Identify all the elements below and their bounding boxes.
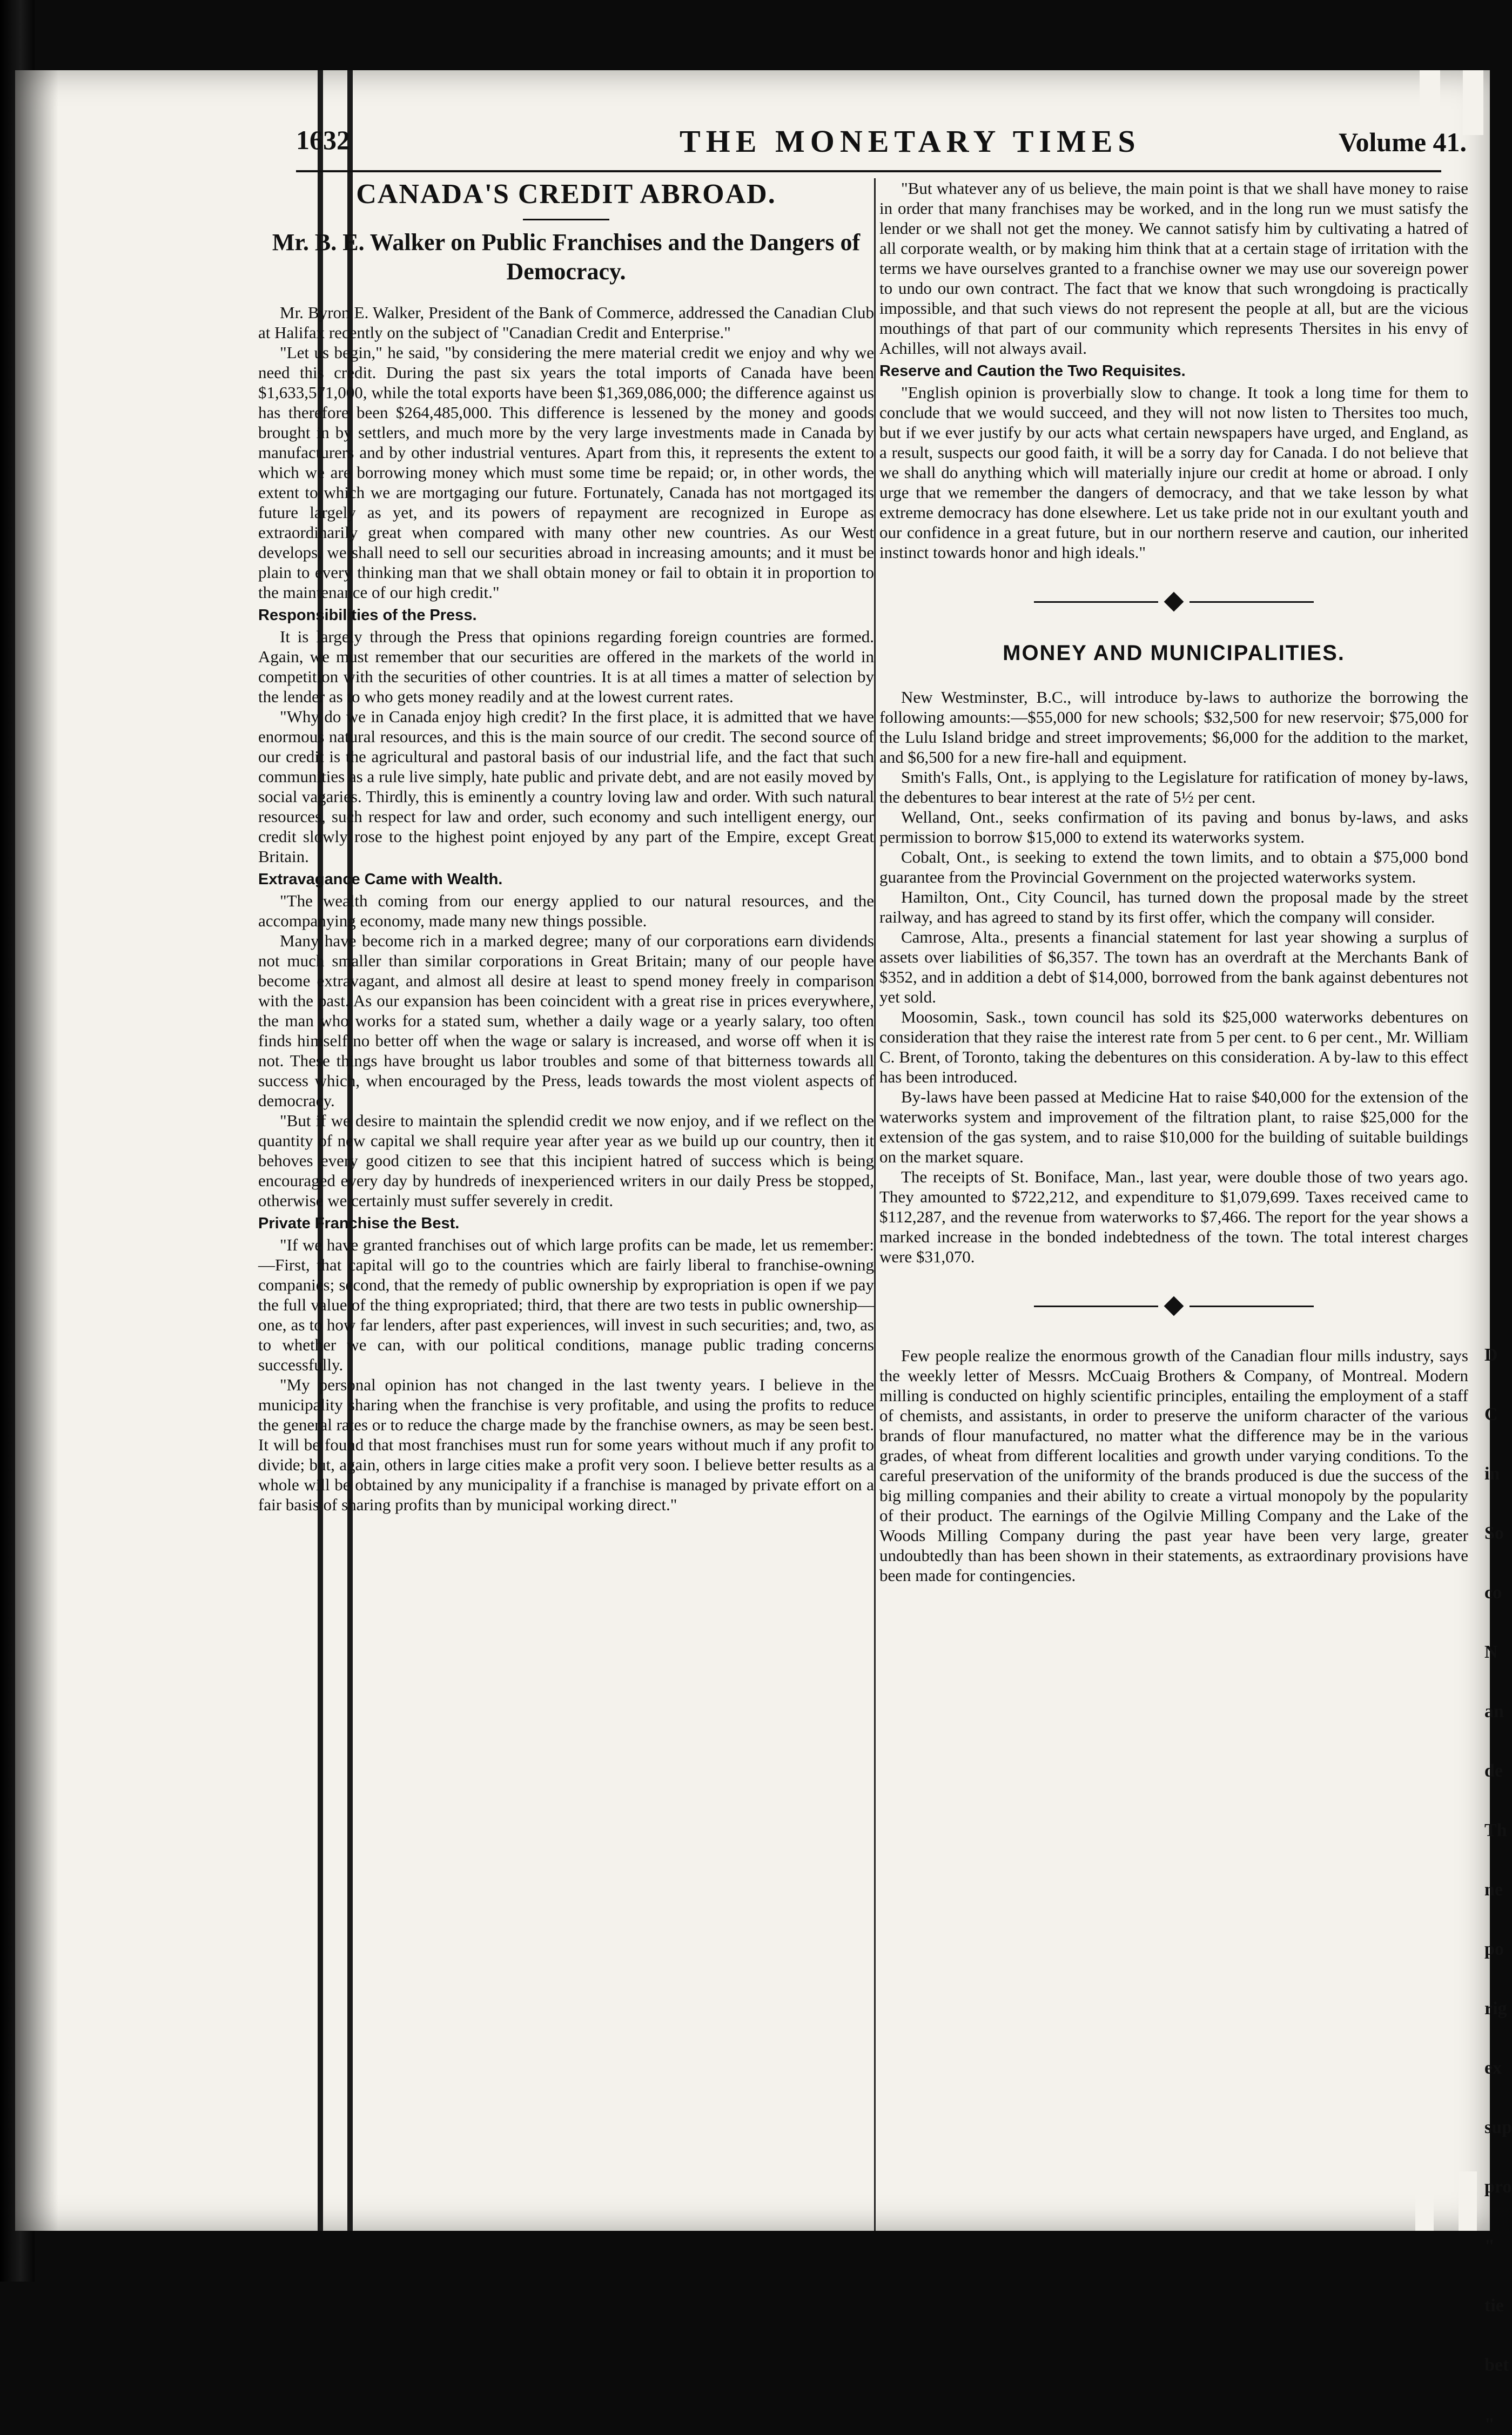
article-title: CANADA'S CREDIT ABROAD. bbox=[356, 179, 776, 210]
flour-paragraph: Few people realize the enormous growth of the Canadian flour mills industry, says the weekly letter of Messrs. McCuaig Brothers & Company, of Montreal. Modern milling is conducted on highly scientific principles, entailing the employment of a staff of chemists, and assistants, in order to preserve the uniform character of the various brands of flour manufactured, no matter what the difference may be in the various grades, of wheat from different localities and growth under varying conditions. To the careful preservation of the uniformity of the brands produced is due the success of the big milling companies and their ability to create a virtual monopoly by the popularity of their product. The earnings of the Ogilvie Milling Company and the Lake of the Woods Milling Company during the past year have been very large, greater undoubtedly than has been shown in their statements, as extraordinary provisions have been made for contingencies. bbox=[879, 1346, 1468, 1585]
edge-fragment: " bbox=[1484, 2236, 1495, 2256]
volume-label: Volume 41. bbox=[1339, 127, 1467, 157]
title-rule bbox=[523, 219, 609, 220]
scan-mark bbox=[1459, 2171, 1477, 2231]
gutter-shadow bbox=[15, 70, 58, 2231]
section-heading: Extravagance Came with Wealth. bbox=[258, 871, 503, 888]
ornament-divider bbox=[879, 1299, 1468, 1313]
news-item: New Westminster, B.C., will introduce by-laws to authorize the borrowing the following amounts:—$55,000 for new schools; $32,500 for new reservoir; $75,000 for the Lulu Island bridge and street improvements; $6,000 for the addition to the market, and $6,500 for a new fire-hall and equipment. bbox=[879, 688, 1468, 766]
edge-fragment: co bbox=[1484, 1583, 1502, 1603]
edge-fragment: tie bbox=[1484, 2296, 1504, 2316]
header-rule bbox=[296, 170, 1441, 172]
scan-mark bbox=[1420, 70, 1440, 135]
news-item: Moosomin, Sask., town council has sold its $25,000 waterworks debentures on consideration that they raise the interest rate from 5 per cent. to 6 per cent., Mr. William C. Brent, of Toronto, taking the debentures on this consideration. A by-law to this effect has been introduced. bbox=[879, 1007, 1468, 1086]
edge-fragment: ex bbox=[1484, 2058, 1502, 2078]
section-heading: Responsibilities of the Press. bbox=[258, 607, 477, 624]
article-paragraph: "But whatever any of us believe, the main point is that we shall have money to raise in order that many franchises may be worked, and in the long run we must satisfy the lender or we shall not get the money. We cannot satisfy him by cultivating a hatred of all corporate wealth, or by making him think that at a certain stage of irritation with the terms we have ourselves granted to a franchise owner we may use our sovereign power to undo our own contract. The fact that we know that such wrongdoing is practically impossible, and that such views do not represent the people at all, but are the vicious mouthings of that part of our community which represents Thersites in his envy of Achilles, will not always avail. bbox=[879, 179, 1468, 358]
municipalities-title: MONEY AND MUNICIPALITIES. bbox=[1003, 641, 1345, 665]
article-paragraph: "The wealth coming from our energy applied to our natural resources, and the accompanying economy, made many new things possible. bbox=[258, 891, 874, 930]
edge-fragment: de bbox=[1484, 1761, 1503, 1781]
article-paragraph: Many have become rich in a marked degree; many of our corporations earn dividends not much smaller than similar corporations in Great Britain; many of our people have become extravagant, and almost all desire at least to spend money freely in comparison with the past. As our expansion has been coincident with a great rise in prices everywhere, the man who works for a stated sum, whether a daily wage or a yearly salary, too often finds himself no better off when the wage or salary is increased, and worse off when it is not. These things have brought us labor troubles and some of that bitterness towards all success which, when encouraged by the Press, leads towards the most violent aspects of democracy. bbox=[258, 931, 874, 1110]
right-column bbox=[879, 178, 1468, 1585]
article-paragraph: It is largely through the Press that opinions regarding foreign countries are formed. Again, we must remember that our securities are offered in the markets of the world in competition with the securities of other countries. It is at all times a matter of selection by the lender as to who gets money readily and at the lowest current rates. bbox=[258, 627, 874, 706]
news-item: Hamilton, Ont., City Council, has turned down the proposal made by the street railway, and has agreed to stand by its first offer, which the company will consider. bbox=[879, 887, 1468, 926]
article-paragraph: "But if we desire to maintain the splendid credit we now enjoy, and if we reflect on the quantity of new capital we shall require year after year as we build up our country, then it behoves every good citizen to see that this incipient hatred of success which is being encouraged every day by hundreds of inexperienced writers in our daily Press be stopped, otherwise we certainly must suffer severely in credit. bbox=[258, 1111, 874, 1210]
news-item: The receipts of St. Boniface, Man., last year, were double those of two years ago. They amounted to $722,212, and expenditure to $1,079,699. Taxes received came to $112,287, and the revenue from waterworks to $7,466. The report for the year shows a marked increase in the bonded indebtedness of the town. The total interest charges were $31,070. bbox=[879, 1167, 1468, 1266]
edge-fragment: an bbox=[1484, 1701, 1504, 1721]
edge-fragment: bet bbox=[1484, 2355, 1509, 2375]
article-paragraph: "Why do we in Canada enjoy high credit? In the first place, it is admitted that we have enormous natural resources, and this is the main source of our credit. The second source of our credit is the agricultural and pastoral basis of our industrial life, and the fact that such communities as a rule live simply, hate public and private debt, and are not easily moved by social vagaries. Thirdly, this is eminently a country loving law and order. With such natural resources, such respect for law and order, such economy and such intelligent energy, our credit slowly rose to the highest point enjoyed by any part of the Empire, except Great Britain. bbox=[258, 707, 874, 866]
edge-fragment: pro bbox=[1484, 2177, 1512, 2197]
edge-fragment: " bbox=[1484, 2414, 1495, 2434]
diamond-icon bbox=[1164, 592, 1184, 612]
left-column bbox=[258, 178, 874, 1515]
edge-fragment: Th bbox=[1484, 1820, 1507, 1840]
publication-title: THE MONETARY TIMES bbox=[680, 124, 1141, 159]
page-number: 1632 bbox=[296, 125, 350, 155]
edge-fragment: C bbox=[1484, 1404, 1498, 1424]
news-item: Camrose, Alta., presents a financial statement for last year showing a surplus of assets over liabilities of $6,357. The town has an overdraft at the Merchants Bank of $352, and in addition a debt of $14,000, borrowed from the bank against debentures not yet sold. bbox=[879, 927, 1468, 1006]
column-divider bbox=[874, 178, 876, 2231]
news-item: Cobalt, Ont., is seeking to extend the town limits, and to obtain a $75,000 bond guarantee from the Provincial Government on the projected waterworks system. bbox=[879, 847, 1468, 886]
article-paragraph: "English opinion is proverbially slow to change. It took a long time for them to conclude that we would succeed, and they will not now listen to Thersites too much, but if we ever justify by our acts what certain newspapers have urged, and England, as a result, suspects our good faith, it will be a sorry day for Canada. I do not believe that we shall do anything which will materially injure our credit at home or abroad. I only urge that we remember the dangers of democracy, and that we take lesson by what extreme democracy has done elsewhere. Let us take pride not in our exultant youth and our confidence in a great future, but in our northern reserve and caution, our inherited instinct towards honor and high ideals." bbox=[879, 383, 1468, 562]
edge-fragment: po bbox=[1484, 1939, 1504, 1959]
edge-fragment: rig bbox=[1484, 1999, 1507, 2019]
news-item: Smith's Falls, Ont., is applying to the Legislature for ratification of money by-laws, the debentures to bear interest at the rate of 5½ per cent. bbox=[879, 768, 1468, 806]
article-subtitle: Mr. B. E. Walker on Public Franchises and the Dangers of Democracy. bbox=[272, 229, 861, 285]
edge-fragment: N bbox=[1484, 1642, 1498, 1662]
article-paragraph: "Let us begin," he said, "by considering the mere material credit we enjoy and why we need this credit. During the past six years the total imports of Canada have been $1,633,571,000, while the total exports have been $1,369,086,000; the difference against us has therefore been $264,485,000. This difference is lessened by the money and goods brought in by settlers, and much more by the very large investments made in Canada by manufacturers and by other industrial ventures. Apart from this, it represents the extent to which we are borrowing money which must some time be repaid; or, in other words, the extent to which we are mortgaging our future. Fortunately, Canada has not mortgaged its future largely as yet, and its powers of repayment are recognized in Europe as extraordinarily great when compared with many other new countries. As our West develops, we shall need to sell our securities abroad in increasing amounts; and it must be plain to every thinking man that we shall obtain money or fail to obtain it in proportion to the maintenance of our high credit." bbox=[258, 343, 874, 602]
newspaper-page bbox=[15, 70, 1512, 2434]
section-heading: Reserve and Caution the Two Requisites. bbox=[879, 362, 1186, 380]
scan-mark bbox=[1415, 2171, 1434, 2231]
edge-fragment: sup bbox=[1484, 2117, 1512, 2137]
scan-mark bbox=[1463, 70, 1483, 135]
news-item: Welland, Ont., seeks confirmation of its paving and bonus by-laws, and asks permission to borrow $15,000 to extend its waterworks system. bbox=[879, 808, 1468, 846]
article-paragraph: "If we have granted franchises out of which large profits can be made, let us remember:—First, that capital will go to the countries which are fairly liberal to franchise-owning companies; second, that the remedy of public ownership by expropriation is open if we pay the full value of the thing expropriated; third, that there are two tests in public ownership—one, as to how far lenders, after past experiences, will invest in such securities; and, two, as to whether we can, with our political conditions, manage public trading concerns successfully. bbox=[258, 1235, 874, 1374]
edge-fragment: So bbox=[1484, 1523, 1504, 1543]
edge-fragment: D bbox=[1484, 1345, 1498, 1365]
diamond-icon bbox=[1164, 1296, 1184, 1316]
article-paragraph: "My personal opinion has not changed in the last twenty years. I believe in the municipality sharing when the franchise is very profitable, and using the profits to reduce the general rates or to reduce the charge made by the franchise owners, as may be seen best. It will be found that most franchises must run for some years without much if any profit to divide; but, again, others in large cities make a profit very soon. I believe better results as a whole will be obtained by any municipality if a franchise is managed by private effort on a fair basis of sharing profits than by municipal working direct." bbox=[258, 1375, 874, 1514]
edge-fragment: in bbox=[1484, 1464, 1500, 1484]
ornament-divider bbox=[879, 595, 1468, 609]
news-item: By-laws have been passed at Medicine Hat to raise $40,000 for the extension of the waterworks system and improvement of the filtration plant, to raise $25,000 for the extension of the gas system, and to raise $10,000 for the building of suitable buildings on the market square. bbox=[879, 1087, 1468, 1166]
section-heading: Private Franchise the Best. bbox=[258, 1215, 460, 1232]
edge-fragment: ne bbox=[1484, 1880, 1503, 1900]
article-paragraph: Mr. Byron E. Walker, President of the Bank of Commerce, addressed the Canadian Club at Halifax recently on the subject of "Canadian Credit and Enterprise." bbox=[258, 303, 874, 342]
